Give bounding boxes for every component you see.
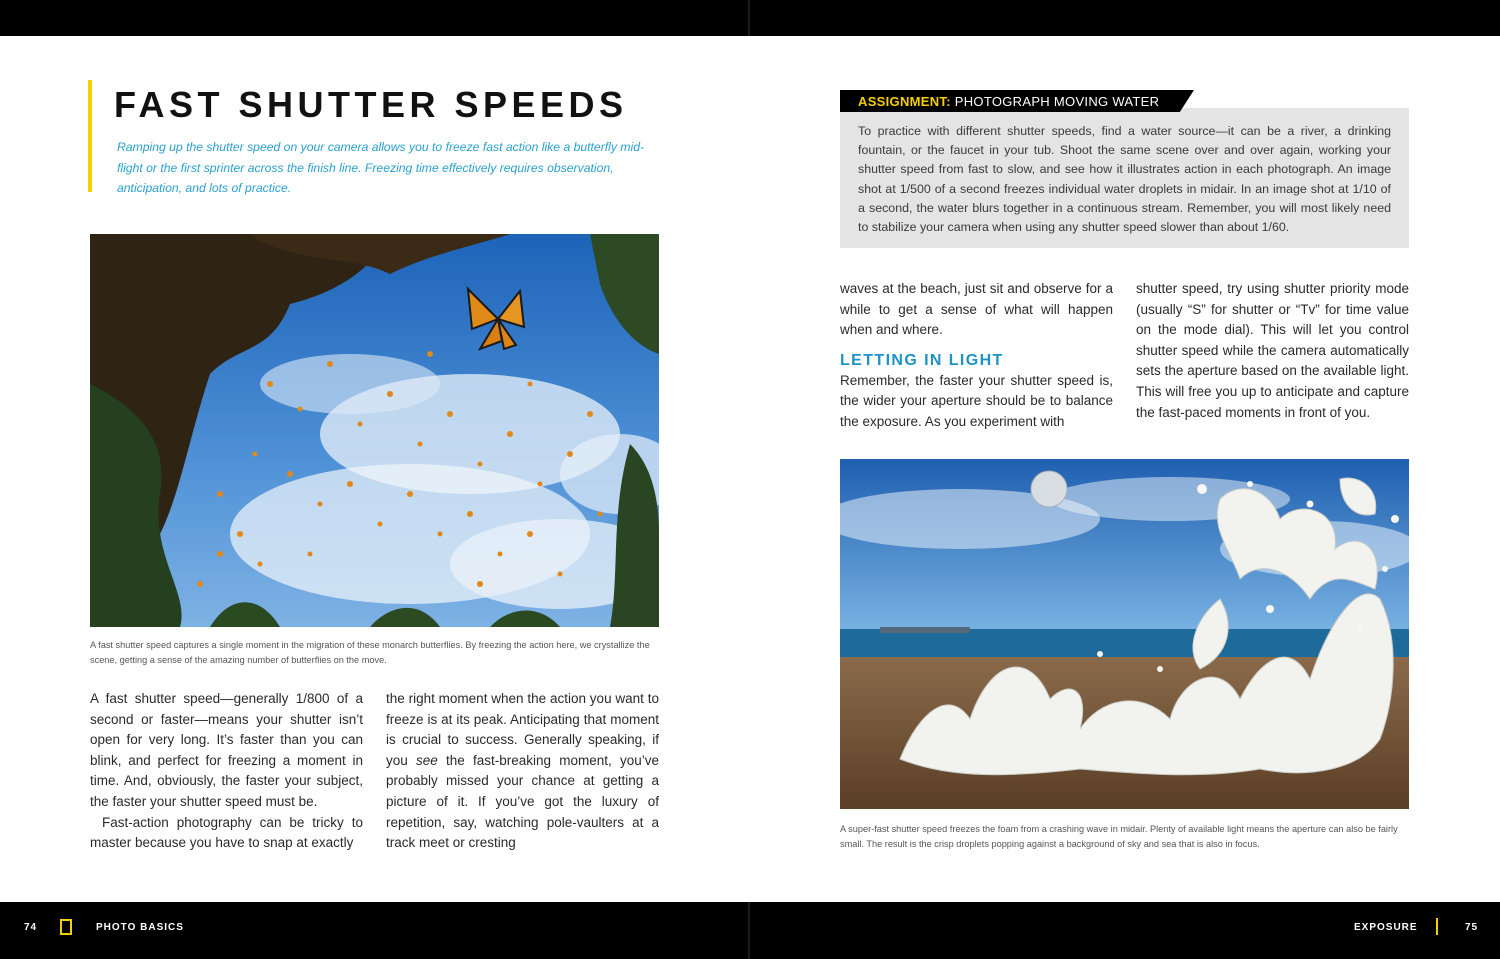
left-column-2: [386, 689, 659, 854]
body-text: the right moment when the action you want to freeze is at its peak. Anticipating that moment is crucial to success. Generally speaking, if you: [386, 691, 659, 768]
body-paragraph: Fast-action photography can be tricky to master because you have to snap at exactly: [90, 814, 363, 851]
wave-photo-caption: A super-fast shutter speed freezes the foam from a crashing wave in midair. Plenty of available light means the aperture can also be fairly small. The result is the crisp droplets popping against a background of sky and sea that is also in focus.: [840, 824, 1398, 849]
right-page-number: 75: [1465, 922, 1479, 933]
assignment-label: [858, 94, 1159, 109]
butterfly-photo-caption: A fast shutter speed captures a single moment in the migration of these monarch butterflies. By freezing the action here, we crystallize the scene, getting a sense of the amazing number of butterflies on the move.: [90, 640, 650, 665]
body-paragraph: A fast shutter speed—generally 1/800 of a second or faster—means your shutter isn’t open for very long. It’s faster than you can blink, and perfect for freezing a moment in time. And, obviously, the faster your subject, the faster your shutter speed must be.: [90, 691, 363, 809]
body-paragraph: shutter speed, try using shutter priority mode (usually “S” for shutter or “Tv” for time value on the mode dial). This will let you control shutter speed while the camera automatically sets the aperture based on the available light. This will free you up to anticipate and capture the fast-paced moments in front of you.: [1136, 281, 1409, 420]
gutter-top: [748, 0, 750, 36]
wave-foam-photo: [840, 459, 1409, 809]
monarch-butterflies-photo: [90, 234, 659, 627]
left-section-name: PHOTO BASICS: [96, 922, 184, 933]
left-page-number: 74: [24, 922, 38, 933]
section-subhead: LETTING IN LIGHT: [840, 351, 1004, 369]
body-paragraph: waves at the beach, just sit and observe for a while to get a sense of what will happen when and where.: [840, 281, 1113, 338]
body-text: the fast-breaking moment, you’ve probably missed your chance at getting a picture of it. If you’ve got the luxury of repetition, say, watching pole-vaulters at a track meet or cresting: [386, 752, 659, 851]
page-title: FAST SHUTTER SPEEDS: [114, 84, 628, 125]
intro-text: Ramping up the shutter speed on your camera allows you to freeze fast action like a butterfly mid-flight or the first sprinter across the finish line. Freezing time effectively requires observation, anticipation, and lots of practice.: [117, 140, 645, 196]
assignment-prefix: ASSIGNMENT:: [858, 94, 951, 109]
body-paragraph: Remember, the faster your shutter speed is, the wider your aperture should be to balance the exposure. As you experiment with: [840, 372, 1113, 429]
body-paragraph: [386, 689, 659, 854]
right-column-1: [840, 279, 1113, 433]
gutter-bottom: [748, 902, 750, 959]
right-section-name: EXPOSURE: [1354, 922, 1418, 933]
left-column-1: [90, 689, 363, 854]
assignment-title: PHOTOGRAPH MOVING WATER: [950, 94, 1160, 109]
footer-separator: [1436, 918, 1438, 935]
title-accent-bar: [88, 80, 92, 192]
right-column-2: [1136, 279, 1409, 423]
top-bar: [0, 0, 1500, 36]
assignment-text: To practice with different shutter speeds, find a water source—it can be a river, a drinking fountain, or the faucet in your tub. Shoot the same scene over and over again, working your shutter speed from fast to slow, and see how it illustrates action in each photograph. An image shot at 1/500 of a second freezes individual water droplets in midair. In an image shot at 1/10 of a second, the water blurs together in a continuous stream. Remember, you will most likely need to stabilize your camera when using any shutter speed slower than about 1/60.: [858, 124, 1391, 235]
emphasis-text: see: [415, 752, 438, 768]
national-geographic-logo-icon: [60, 919, 72, 935]
footer-bar: [0, 902, 1500, 959]
